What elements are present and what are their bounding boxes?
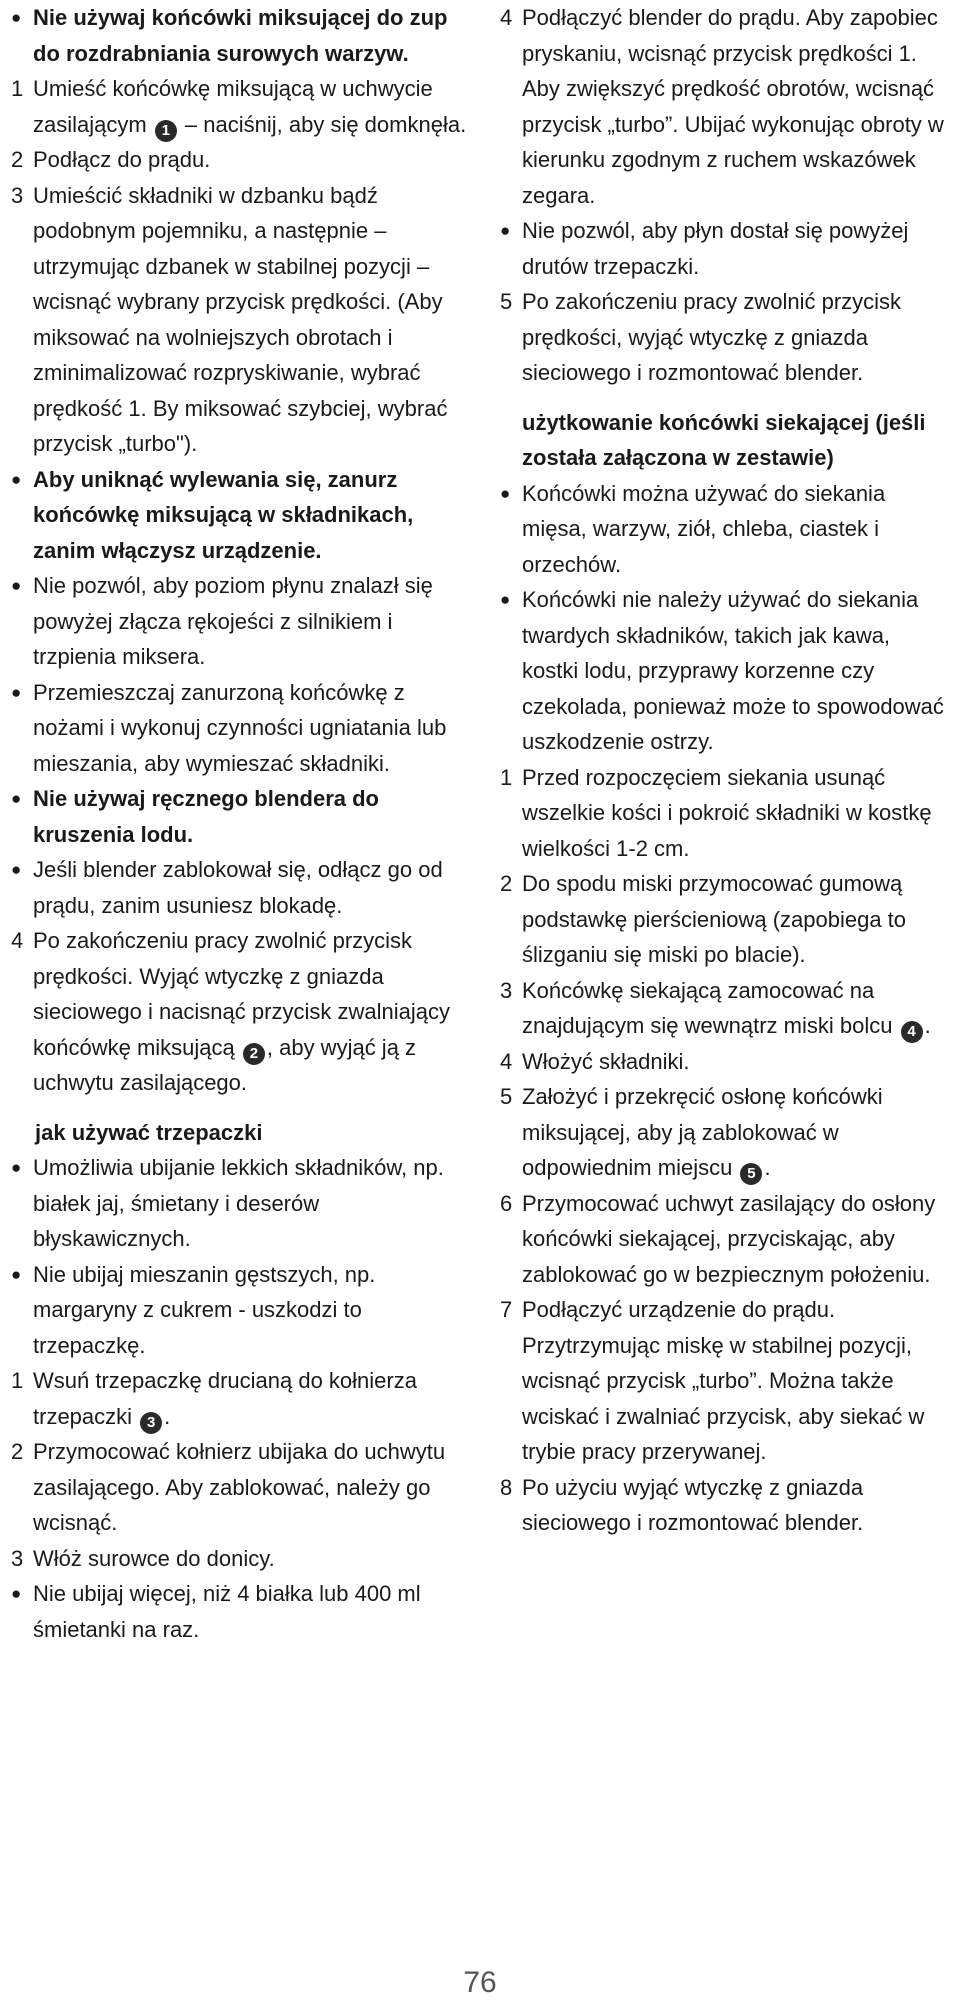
bullet-item [11, 852, 471, 923]
bullet-dot-icon [11, 568, 21, 606]
step-number: 6 [500, 1190, 513, 1216]
item-text: . [764, 1155, 771, 1180]
numbered-step [500, 1044, 952, 1080]
item-text: Jeśli blender zablokował się, odłącz go od prądu, zanim usuniesz blokadę. [33, 857, 443, 918]
step-number: 1 [500, 764, 513, 790]
page-number: 76 [463, 1966, 497, 1999]
step-number: 3 [500, 977, 513, 1003]
bullet-item [500, 582, 952, 760]
bullet-dot-icon [11, 675, 21, 713]
item-text: Podłączyć urządzenie do prądu. Przytrzymując miskę w stabilnej pozycji, wcisnąć przycisk „turbo”. Można także wciskać i zwalniać przycisk, aby siekać w trybie pracy przerywanej. [522, 1297, 925, 1464]
bullet-dot-icon [11, 1576, 21, 1614]
item-text: Nie ubijaj więcej, niż 4 białka lub 400 ml śmietanki na raz. [33, 1581, 421, 1642]
bullet-item [11, 1576, 471, 1647]
step-number: 4 [500, 1048, 513, 1074]
numbered-step [500, 1079, 952, 1186]
numbered-step [11, 71, 471, 142]
item-text: Podłączyć blender do prądu. Aby zapobiec pryskaniu, wcisnąć przycisk prędkości 1. Aby zwiększyć prędkość obrotów, wcisnąć przycisk „turbo”. Ubijać wykonując obroty w kierunku zgodnym z ruchem wskazówek zegara. [522, 5, 944, 208]
numbered-step [11, 923, 471, 1101]
numbered-step [500, 1470, 952, 1541]
item-text: Przymocować uchwyt zasilający do osłony końcówki siekającej, przyciskając, aby zablokować go w bezpiecznym położeniu. [522, 1190, 936, 1287]
numbered-step [500, 866, 952, 973]
numbered-step [500, 0, 952, 213]
bullet-dot-icon [11, 1150, 21, 1188]
numbered-step [11, 142, 471, 178]
figure-reference-badge: 3 [140, 1412, 162, 1434]
step-number: 4 [500, 5, 513, 30]
bullet-dot-icon [500, 476, 510, 514]
item-text: Do spodu miski przymocować gumową podstawkę pierścieniową (zapobiega to ślizganiu się miski po blacie). [522, 871, 907, 967]
step-number: 3 [11, 1545, 24, 1571]
item-text: , aby wyjąć ją z uchwytu zasilającego. [33, 1034, 417, 1095]
item-text: Nie używaj ręcznego blendera do kruszenia lodu. [33, 786, 379, 847]
bullet-item [500, 213, 952, 284]
item-text: . [924, 1013, 931, 1038]
bullet-item [11, 781, 471, 852]
bullet-dot-icon [11, 852, 21, 890]
step-number: 7 [500, 1297, 513, 1322]
figure-reference-badge: 1 [155, 120, 177, 142]
bullet-item [11, 1257, 471, 1364]
figure-reference-badge: 4 [901, 1021, 923, 1043]
step-number: 1 [11, 76, 24, 101]
chopper-heading: użytkowanie końcówki siekającej (jeśli została załączona w zestawie) [522, 409, 926, 470]
bullet-dot-icon [500, 213, 510, 251]
left-column [11, 0, 471, 1647]
item-text: Po użyciu wyjąć wtyczkę z gniazda sieciowego i rozmontować blender. [522, 1474, 864, 1535]
bullet-item [500, 476, 952, 583]
numbered-step [500, 1292, 952, 1470]
right-items [500, 0, 952, 391]
item-text: Nie pozwól, aby poziom płynu znalazł się powyżej złącza rękojeści z silnikiem i trzpienia miksera. [33, 573, 433, 669]
item-text: Założyć i przekręcić osłonę końcówki miksującej, aby ją zablokować w odpowiednim miejscu [522, 1084, 883, 1180]
bullet-dot-icon [500, 582, 510, 620]
left-items [11, 0, 471, 1101]
bullet-dot-icon [11, 1257, 21, 1295]
step-number: 5 [500, 1084, 513, 1109]
bullet-dot-icon [11, 781, 21, 819]
item-text: Podłącz do prądu. [33, 147, 211, 172]
step-number: 8 [500, 1474, 513, 1500]
item-text: Końcówki można używać do siekania mięsa, warzyw, ziół, chleba, ciastek i orzechów. [522, 480, 886, 577]
item-text: Włożyć składniki. [522, 1048, 690, 1074]
item-text: Przymocować kołnierz ubijaka do uchwytu zasilającego. Aby zablokować, należy go wcisnąć. [33, 1439, 446, 1535]
numbered-step [500, 1186, 952, 1293]
item-text: Nie ubijaj mieszanin gęstszych, np. margaryny z cukrem - uszkodzi to trzepaczkę. [33, 1261, 376, 1358]
numbered-step [500, 760, 952, 867]
numbered-step [500, 973, 952, 1044]
bullet-dot-icon [11, 462, 21, 500]
item-text: Umieść końcówkę miksującą w uchwycie zasilającym [33, 76, 433, 137]
numbered-step [11, 178, 471, 462]
right-items-2 [500, 476, 952, 1541]
item-text: Końcówkę siekającą zamocować na znajdującym się wewnątrz miski bolcu [522, 977, 899, 1038]
item-text: . [164, 1403, 171, 1429]
item-text: Po zakończeniu pracy zwolnić przycisk prędkości. Wyjąć wtyczkę z gniazda sieciowego i nacisnąć przycisk zwalniający końcówkę miksującą [33, 928, 450, 1060]
numbered-step [11, 1434, 471, 1541]
item-text: Umieścić składniki w dzbanku bądź podobnym pojemniku, a następnie – utrzymując dzbanek w stabilnej pozycji – wcisnąć wybrany przycisk prędkości. (Aby miksować na wolniejszych obrotach i zminimalizować rozpryskiwanie, wybrać prędkość 1. By miksować szybciej, wybrać przycisk „turbo"). [33, 182, 448, 456]
item-text: – naciśnij, aby się domknęła. [178, 111, 467, 137]
right-column [500, 0, 952, 1541]
bullet-item [11, 675, 471, 782]
step-number: 2 [11, 147, 24, 172]
bullet-item [11, 462, 471, 569]
item-text: Końcówki nie należy używać do siekania twardych składników, takich jak kawa, kostki lodu, przyprawy korzenne czy czekolada, ponieważ może to spowodować uszkodzenie ostrzy. [522, 587, 944, 754]
figure-reference-badge: 2 [243, 1043, 265, 1065]
step-number: 3 [11, 182, 24, 208]
step-number: 2 [500, 871, 513, 896]
bullet-dot-icon [11, 0, 21, 38]
item-text: Wsuń trzepaczkę drucianą do kołnierza trzepaczki [33, 1368, 417, 1429]
step-number: 4 [11, 928, 24, 953]
item-text: Nie pozwól, aby płyn dostał się powyżej drutów trzepaczki. [522, 218, 909, 279]
numbered-step [500, 284, 952, 391]
item-text: Nie używaj końcówki miksującej do zup do rozdrabniania surowych warzyw. [33, 5, 448, 66]
step-number: 5 [500, 289, 513, 314]
bullet-item [11, 568, 471, 675]
item-text: Włóż surowce do donicy. [33, 1545, 275, 1571]
item-text: Umożliwia ubijanie lekkich składników, np. białek jaj, śmietany i deserów błyskawicznych. [33, 1155, 444, 1251]
bullet-item [11, 1150, 471, 1257]
step-number: 1 [11, 1368, 24, 1393]
item-text: Po zakończeniu pracy zwolnić przycisk prędkości, wyjąć wtyczkę z gniazda sieciowego i rozmontować blender. [522, 289, 902, 385]
item-text: Przed rozpoczęciem siekania usunąć wszelkie kości i pokroić składniki w kostkę wielkości 1-2 cm. [522, 764, 932, 861]
numbered-step [11, 1541, 471, 1577]
item-text: Przemieszczaj zanurzoną końcówkę z nożami i wykonuj czynności ugniatania lub mieszania, aby wymieszać składniki. [33, 679, 447, 776]
figure-reference-badge: 5 [740, 1163, 762, 1185]
whisk-heading: jak używać trzepaczki [35, 1119, 263, 1145]
numbered-step [11, 1363, 471, 1434]
left-items-2 [11, 1150, 471, 1647]
step-number: 2 [11, 1439, 24, 1464]
bullet-item [11, 0, 471, 71]
item-text: Aby uniknąć wylewania się, zanurz końcówkę miksującą w składnikach, zanim włączysz urządzenie. [33, 466, 414, 563]
